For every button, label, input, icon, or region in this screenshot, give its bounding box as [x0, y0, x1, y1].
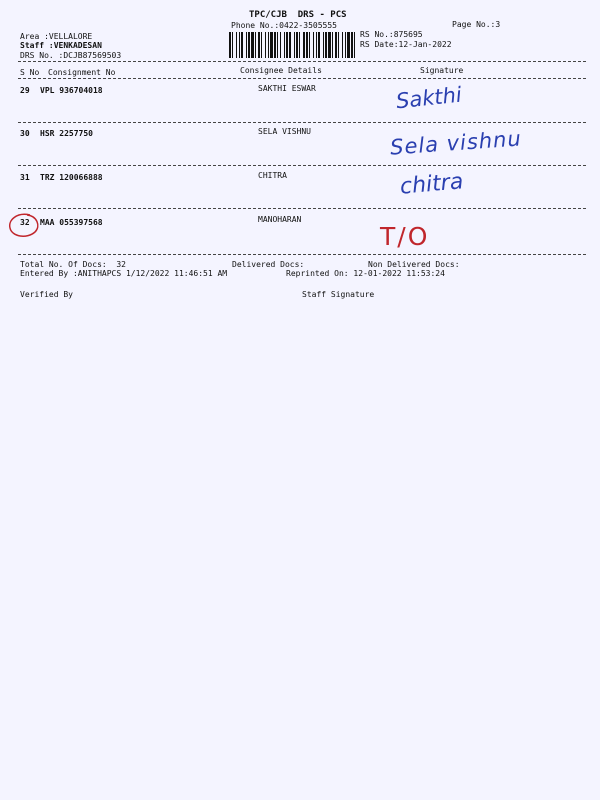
non-delivered-docs: Non Delivered Docs:: [368, 260, 460, 269]
verified-by: Verified By: [20, 290, 73, 299]
rs-date: RS Date:12-Jan-2022: [360, 40, 452, 49]
row-sno: 30: [20, 129, 30, 138]
row-consignment: TRZ 120066888: [40, 173, 103, 182]
row-divider: [18, 165, 586, 166]
columns-divider: [18, 78, 586, 79]
row-divider: [18, 208, 586, 209]
document-title: TPC/CJB DRS - PCS: [249, 10, 347, 20]
row-sno: 29: [20, 86, 30, 95]
barcode-image: [229, 32, 355, 58]
total-docs: Total No. Of Docs: 32: [20, 260, 126, 269]
row-divider: [18, 254, 586, 255]
entered-by: Entered By :ANITHAPCS 1/12/2022 11:46:51 AM: [20, 269, 228, 278]
row-consignee: SELA VISHNU: [258, 127, 311, 136]
handwritten-signature: Sakthi: [394, 82, 463, 114]
handwritten-signature: T/O: [380, 222, 430, 251]
reprinted-on: Reprinted On: 12-01-2022 11:53:24: [286, 269, 445, 278]
row-consignment: MAA 055397568: [40, 218, 103, 227]
col-header-sno: S No: [20, 68, 40, 77]
col-header-signature: Signature: [420, 66, 464, 75]
col-header-consignment: Consignment No: [48, 68, 116, 77]
rs-number: RS No.:875695: [360, 30, 423, 39]
row-consignee: MANOHARAN: [258, 215, 302, 224]
row-divider: [18, 122, 586, 123]
handwritten-signature: Sela vishnu: [389, 126, 523, 160]
row-consignment: VPL 936704018: [40, 86, 103, 95]
delivered-docs: Delivered Docs:: [232, 260, 305, 269]
drs-number: DRS No. :DCJB87569503: [20, 51, 122, 60]
area-label: Area :VELLALORE: [20, 32, 93, 41]
col-header-consignee: Consignee Details: [240, 66, 322, 75]
row-consignee: SAKTHI ESWAR: [258, 84, 316, 93]
handwritten-signature: chitra: [399, 169, 465, 200]
header-divider: [18, 61, 586, 62]
row-consignee: CHITRA: [258, 171, 287, 180]
row-consignment: HSR 2257750: [40, 129, 93, 138]
page-number: Page No.:3: [452, 20, 501, 29]
staff-label: Staff :VENKADESAN: [20, 41, 102, 50]
row-sno: 31: [20, 173, 30, 182]
staff-signature: Staff Signature: [302, 290, 375, 299]
phone-number: Phone No.:0422-3505555: [231, 21, 337, 30]
row-sno: 32: [20, 218, 30, 227]
